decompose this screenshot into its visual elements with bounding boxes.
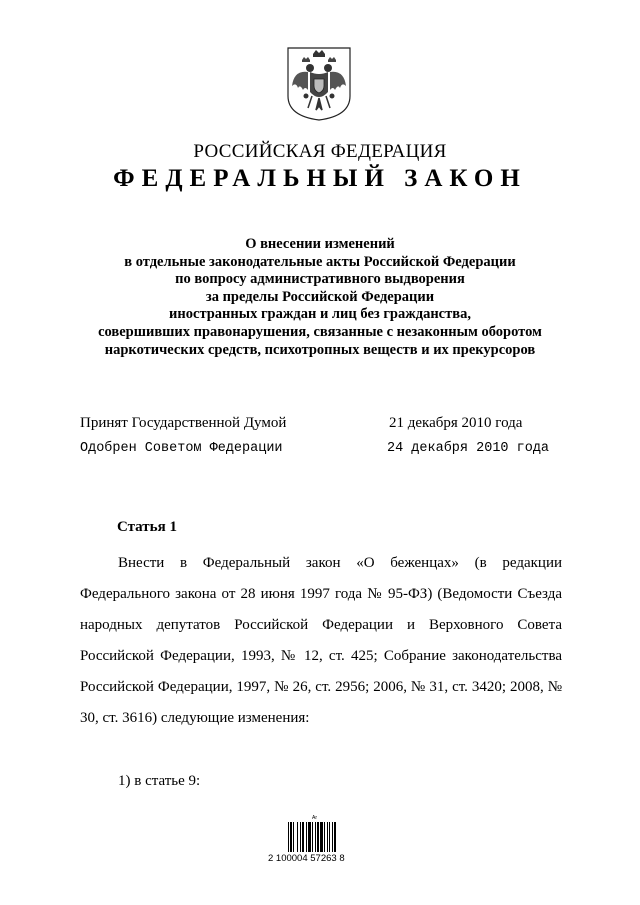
- law-title: [0, 236, 640, 359]
- council-approval-label: Одобрен Советом Федерации: [80, 441, 283, 456]
- barcode-top-label: Ar: [312, 815, 317, 821]
- barcode-bar: [293, 822, 294, 852]
- barcode-bar: [332, 822, 333, 852]
- barcode-bar: [288, 822, 289, 852]
- council-approval-date: 24 декабря 2010 года: [387, 441, 550, 456]
- coat-of-arms-emblem: [286, 46, 352, 122]
- title-line: в отдельные законодательные акты Российской Федерации: [124, 253, 516, 270]
- barcode-icon: [288, 822, 352, 852]
- barcode-bar: [312, 822, 313, 852]
- title-line: иностранных граждан и лиц без гражданства,: [169, 306, 471, 323]
- barcode-bar: [297, 822, 298, 852]
- barcode-bar: [306, 822, 307, 852]
- barcode-bar: [324, 822, 325, 852]
- russian-coat-of-arms-icon: [286, 46, 352, 122]
- barcode-bar: [300, 822, 301, 852]
- title-line: О внесении изменений: [245, 236, 395, 252]
- duma-adoption-label: Принят Государственной Думой: [80, 415, 287, 431]
- country-name: РОССИЙСКАЯ ФЕДЕРАЦИЯ: [193, 141, 447, 162]
- barcode-bar: [317, 822, 319, 852]
- barcode-bar: [334, 822, 336, 852]
- barcode-bar: [302, 822, 304, 852]
- barcode-bar: [327, 822, 328, 852]
- barcode-bar: [329, 822, 330, 852]
- duma-adoption-date: 21 декабря 2010 года: [389, 415, 523, 431]
- barcode-bar: [320, 822, 323, 852]
- barcode-number: 2 100004 57263 8: [268, 853, 345, 864]
- title-line: по вопросу административного выдворения: [175, 271, 465, 288]
- article-body: [80, 548, 562, 734]
- barcode: [288, 822, 352, 852]
- title-line: совершивших правонарушения, связанные с незаконным оборотом: [98, 323, 542, 340]
- document-type: ФЕДЕРАЛЬНЫЙ ЗАКОН: [113, 165, 527, 192]
- barcode-bar: [315, 822, 316, 852]
- article-item-1: 1) в статье 9:: [118, 773, 201, 789]
- barcode-bar: [290, 822, 292, 852]
- title-line: за пределы Российской Федерации: [205, 288, 435, 305]
- barcode-bar: [308, 822, 311, 852]
- article-heading: Статья 1: [117, 519, 177, 535]
- article-paragraph: Внести в Федеральный закон «О беженцах» (в редакции Федерального закона от 28 июня 1997 года № 95-ФЗ) (Ведомости Съезда народных депутатов Российской Федерации и Верховного Совета Российской Федерации, 1993, № 12, ст. 425; Собрание законодательства Российской Федерации, 1997, № 26, ст. 2956; 2006, № 31, ст. 3420; 2008, № 30, ст. 3616) следующие изменения:: [80, 555, 562, 726]
- title-line: наркотических средств, психотропных веществ и их прекурсоров: [104, 341, 536, 358]
